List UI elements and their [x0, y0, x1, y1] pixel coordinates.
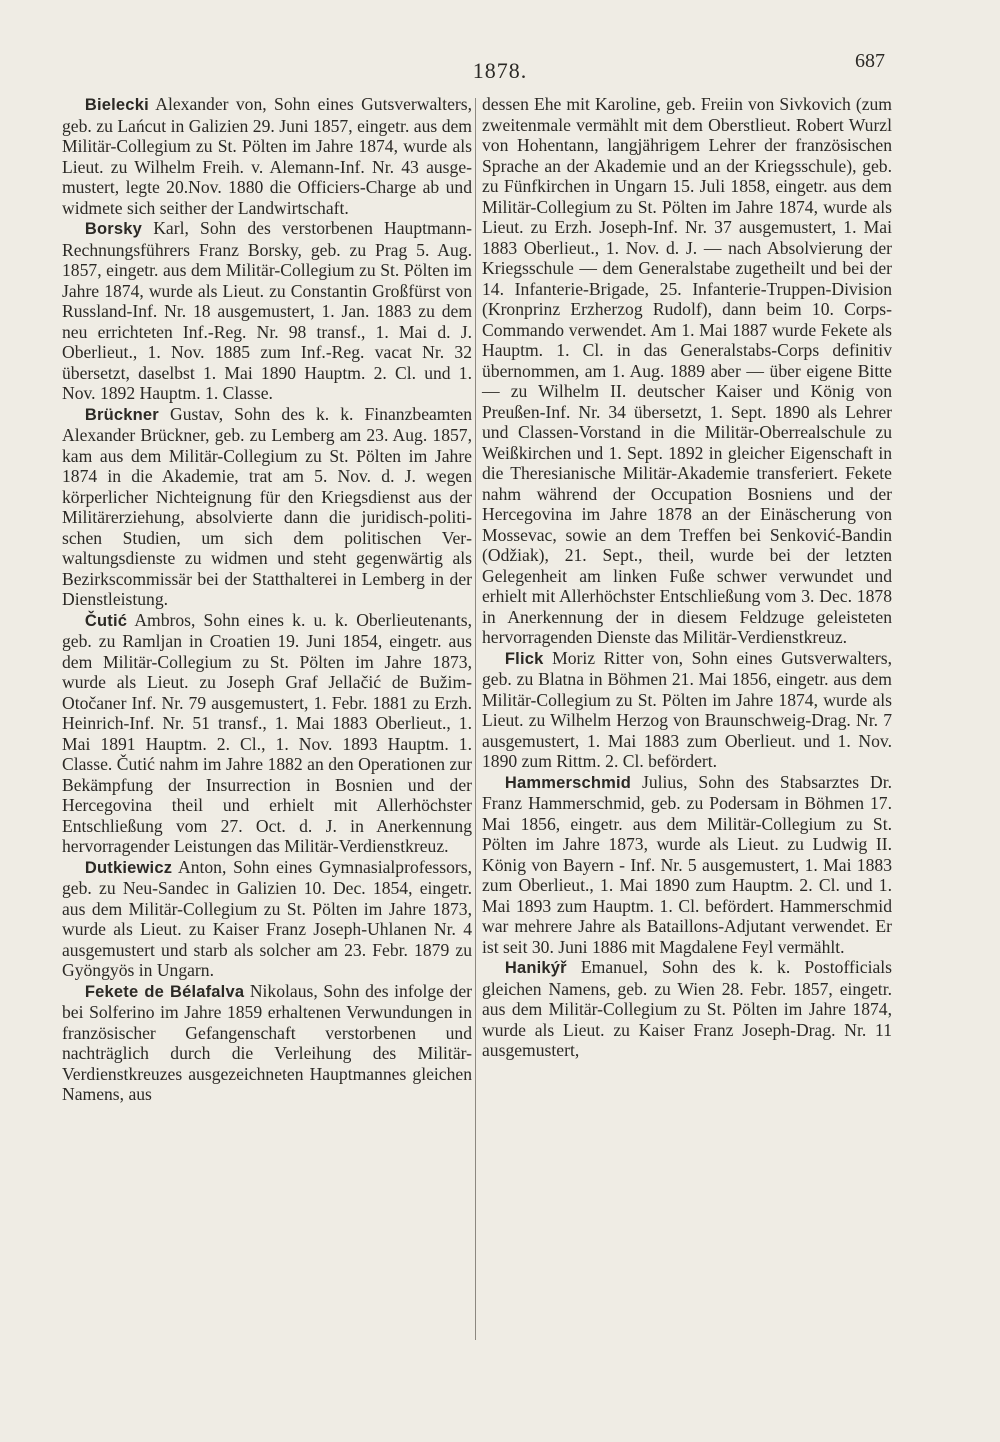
entry-cutic	[62, 610, 472, 857]
entry-name: Dutkiewicz	[84, 858, 173, 877]
entry-name: Bielecki	[84, 96, 149, 114]
entry-text: Karl, Sohn des verstorbenen Hauptmann-Rechnungsführers Franz Borsky, geb. zu Prag 5. Aug. 1857, eingetr. aus dem Militär-Collegium zu St. Pölten im Jahre 1874, wurde als Lieut. zu Constantin Großfürst von Russland-Inf. Nr. 18 ausgemustert, 1. Jan. 1883 zu dem neu errichteten Inf.-Reg. Nr. 98 transf., 1. Mai d. J. Oberlieut., 1. Nov. 1885 zum Inf.-Reg. vacat Nr. 32 übersetzt, daselbst 1. Mai 1890 Hauptm. 2. Cl. und 1. Nov. 1892 Hauptm. 1. Classe.	[62, 218, 472, 403]
entry-text: Nikolaus, Sohn des infolge der bei Solferino im Jahre 1859 erhaltenen Verwundungen in französischer Gefangenschaft verstorbenen und nachträglich durch die Verleihung des Militär-Verdienstkreuzes ausgezeichneten Hauptmannes gleichen Namens, aus	[62, 980, 473, 1104]
entry-text: Gustav, Sohn des k. k. Finanzbeamten Alexander Brückner, geb. zu Lemberg am 23. Aug. 1857, kam aus dem Militär-Collegium zu St. Pölten im Jahre 1874 in die Akademie, trat am 5. Nov. d. J. wegen körperlicher Nichteignung für den Kriegsdienst aus der Militärerziehung, absolvierte dann die juridisch-politischen Studien, um sich dem politischen Verwaltungsdienste zu widmen und steht gegenwärtig als Bezirkscommissär bei der Statthalterei in Lemberg in der Dienstleistung.	[62, 403, 472, 609]
entry-flick	[482, 648, 892, 772]
page-year-header: 1878.	[472, 58, 528, 83]
entry-fekete	[62, 981, 472, 1105]
entry-name: Hammerschmid	[504, 773, 632, 792]
column-divider	[475, 98, 476, 1340]
entry-text: Julius, Sohn des Stabsarztes Dr. Franz Hammerschmid, geb. zu Podersam in Böhmen 17. Mai 1856, eingetr. aus dem Militär-Collegium zu St. Pölten im Jahre 1873, wurde als Lieut. zu Ludwig II. König von Bayern - Inf. Nr. 5 ausgemustert, 1. Mai 1883 zum Oberlieut., 1. Mai 1890 zum Hauptm. 2. Cl. und 1. Mai 1893 zum Hauptm. 1. Cl. befördert. Hammerschmid war mehrere Jahre als Bataillons-Adjutant verwendet. Er ist seit 30. Juni 1886 mit Magdalene Feyl vermählt.	[482, 771, 892, 957]
entry-name: Fekete de Bélafalva	[84, 982, 245, 1001]
entry-fekete-continued	[482, 94, 892, 648]
entry-dutkiewicz	[62, 857, 472, 981]
entry-text: Anton, Sohn eines Gymnasialprofessors, geb. zu Neu-Sandec in Galizien 10. Dec. 1854, eingetr. aus dem Militär-Collegium zu St. Pölten im Jahre 1873, wurde als Lieut. zu Kaiser Franz Joseph-Uhlanen Nr. 4 ausgemustert und starb als solcher am 23. Febr. 1879 zu Gyöngyös in Ungarn.	[62, 856, 472, 980]
entry-text: Emanuel, Sohn des k. k. Postofficials gleichen Namens, geb. zu Wien 28. Febr. 1857, eingetr. aus dem Militär-Collegium zu St. Pölten im Jahre 1874, wurde als Lieut. zu Kaiser Franz Joseph-Drag. Nr. 11 ausgemustert,	[482, 957, 892, 1060]
page-number: 687	[855, 50, 885, 72]
entry-borsky	[62, 218, 472, 404]
entry-text: Ambros, Sohn eines k. u. k. Oberlieutenants, geb. zu Ramljan in Croatien 19. Juni 1854, eingetr. aus dem Militär-Collegium zu St. Pölten im Jahre 1873, wurde als Lieut. zu Joseph Graf Jellačić de Bužim-Otočaner Inf. Nr. 79 ausgemustert, 1. Febr. 1881 zu Erzh. Heinrich-Inf. Nr. 51 transf., 1. Mai 1883 Oberlieut., 1. Mai 1891 Hauptm. 2. Cl., 1. Nov. 1893 Hauptm. 1. Classe. Čutić nahm im Jahre 1882 an den Operationen zur Bekämpfung der Insurrection in Bosnien und der Hercegovina theil und erhielt mit Allerhöchster Entschließung vom 27. Oct. d. J. in Anerkennung hervorragender Leistungen das Militär-Verdienstkreuz.	[62, 609, 472, 856]
entry-hanikyr	[482, 957, 892, 1061]
entry-brueckner	[62, 404, 472, 610]
entry-text: dessen Ehe mit Karoline, geb. Freiin von Sivkovich (zum zweitenmale vermählt mit dem Oberstlieut. Robert Wurzl von Hohentann, langjährigem Lehrer der französischen Sprache an der Akademie und an der Kriegsschule), geb. zu Fünfkirchen in Ungarn 15. Juli 1858, eingetr. aus dem Militär-Collegium zu St. Pölten im Jahre 1874, wurde als Lieut. zu Erzh. Joseph-Inf. Nr. 37 ausgemustert, 1. Mai 1883 Oberlieut., 1. Nov. d. J. — nach Absolvierung der Kriegsschule — dem Generalstabe zugetheilt und bei der 14. Infanterie-Brigade, 25. Infanterie-Truppen-Division (Kronprinz Erzherzog Rudolf), dann beim 10. Corps-Commando verwendet. Am 1. Mai 1887 wurde Fekete als Hauptm. 1. Cl. in das Generalstabs-Corps definitiv übernommen, am 1. Aug. 1889 aber — über eigene Bitte — zu Wilhelm II. deutscher Kaiser und König von Preußen-Inf. Nr. 34 übersetzt, 1. Sept. 1890 als Lehrer und Classen-Vorstand in die Militär-Oberrealschule zu Weißkirchen und 1. Sept. 1892 in gleicher Eigenschaft in die Theresianische Militär-Akademie transferiert. Fekete nahm während der Occupation Bosniens und der Hercegovina im Jahre 1878 an der Einäscherung von Mossevac, sowie an dem Treffen bei Senković-Bandin (Odžiak), 21. Sept., theil, wurde bei der letzten Gelegenheit am linken Fuße schwer verwundet und erhielt mit Allerhöchster Entschließung vom 3. Dec. 1878 in Anerkennung der in diesem Feldzuge geleisteten hervorragenden Dienste das Militär-Verdienstkreuz.	[482, 94, 892, 647]
entry-bielecki	[62, 94, 472, 218]
right-column	[482, 94, 892, 1061]
entry-name: Čutić	[84, 611, 128, 630]
entry-hammerschmid	[482, 772, 892, 958]
entry-name: Flick	[504, 649, 544, 668]
entry-name: Brückner	[84, 405, 159, 424]
entry-text: Alexander von, Sohn eines Gutsverwalters, geb. zu Lańcut in Galizien 29. Juni 1857, eingetr. aus dem Militär-Collegium zu St. Pölten im Jahre 1874, wurde als Lieut. zu Wilhelm Freih. v. Alemann-Inf. Nr. 43 ausgemustert, legte 20.Nov. 1880 die Officiers-Charge ab und widmete sich seither der Landwirtschaft.	[62, 94, 472, 218]
entry-text: Moriz Ritter von, Sohn eines Gutsverwalters, geb. zu Blatna in Böhmen 21. Mai 1856, eingetr. aus dem Militär-Collegium zu St. Pölten im Jahre 1874, wurde als Lieut. zu Wilhelm Herzog von Braunschweig-Drag. Nr. 7 ausgemustert, 1. Mai 1883 zum Oberlieut. und 1. Nov. 1890 zum Rittm. 2. Cl. befördert.	[482, 647, 892, 771]
entry-name: Hanikýř	[504, 959, 567, 977]
entry-name: Borsky	[84, 220, 143, 238]
left-column	[62, 94, 472, 1105]
